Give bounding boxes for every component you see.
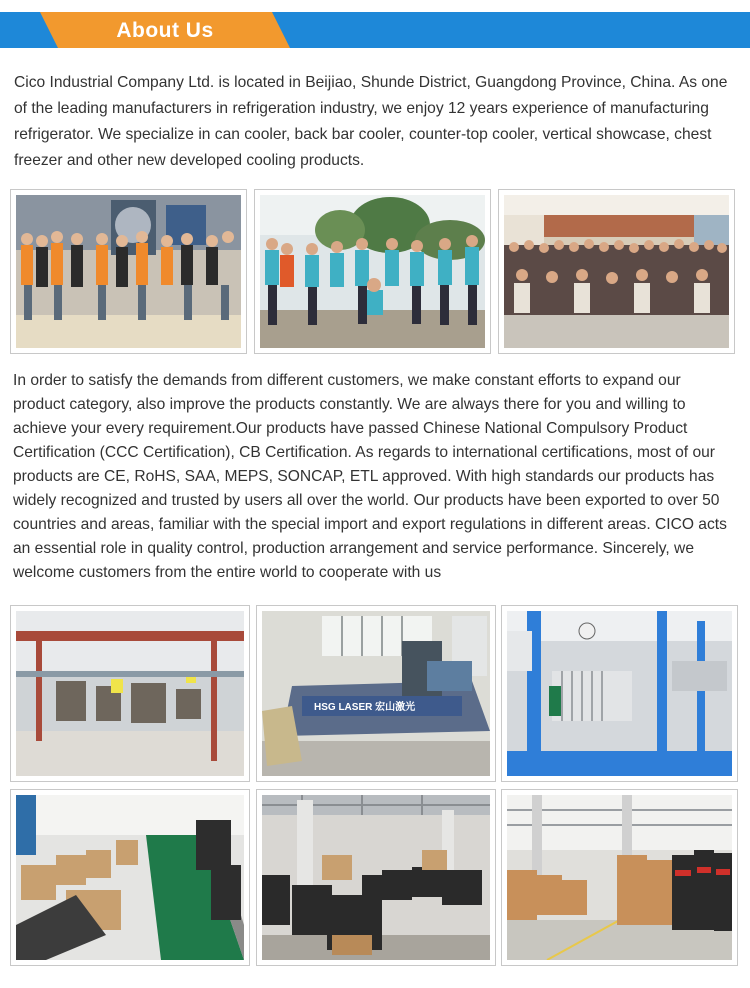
factory-photo-6: [501, 789, 738, 966]
team-photo-3: [498, 189, 735, 354]
team-group-photo-image: [16, 195, 241, 348]
laser-machine-label: HSG LASER 宏山激光: [314, 702, 416, 713]
factory-photo-2: [256, 605, 496, 782]
header-tab: [40, 12, 290, 48]
laser-cutting-machine-image: [262, 611, 490, 776]
factory-photo-4: [10, 789, 250, 966]
cooler-production-image: [262, 795, 490, 960]
factory-workshop-image: [16, 611, 244, 776]
team-photo-2: [254, 189, 491, 354]
factory-photo-1: [10, 605, 250, 782]
warehouse-products-image: [507, 795, 732, 960]
team-outdoor-photo-image: [260, 195, 485, 348]
team-office-photo-image: [504, 195, 729, 348]
factory-photo-5: [256, 789, 496, 966]
vacuum-pump-line-image: [507, 611, 732, 776]
assembly-conveyor-image: [16, 795, 244, 960]
factory-photo-3: [501, 605, 738, 782]
details-paragraph: In order to satisfy the demands from different customers, we make constant efforts to expand our product category, also improve the products constantly. We are always there for you and willing to achieve your every requirement.Our products have passed Chinese National Compulsory Product Certification (CCC Certification), CB Certification. As regards to international certifications, most of our products are CE, RoHS, SAA, MEPS, SONCAP, ETL approved. With high standards our products has widely recognized and trusted by users all over the world. Our products have been exported to over 50 countries and areas, familiar with the special import and export regulations in different areas. CICO acts an essential role in quality control, production arrangement and service performance. Sincerely, we welcome customers from the entire world to cooperate with us: [13, 372, 727, 581]
intro-paragraph: Cico Industrial Company Ltd. is located in Beijiao, Shunde District, Guangdong Province, China. As one of the leading manufacturers in refrigeration industry, we enjoy 12 years experience of manufacturing refrigerator. We specialize in can cooler, back bar cooler, counter-top cooler, vertical showcase, chest freezer and other new developed cooling products.: [14, 74, 728, 169]
page-title: About Us: [116, 19, 214, 42]
team-photo-1: [10, 189, 247, 354]
